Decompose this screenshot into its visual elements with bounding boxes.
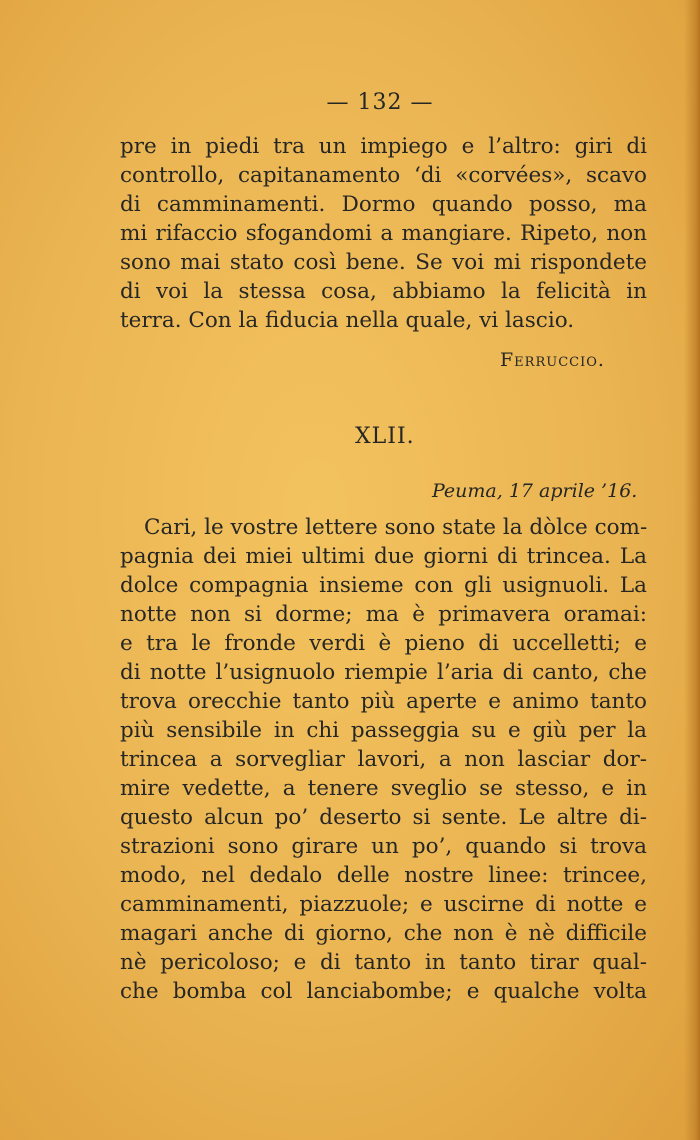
text-line: più sensibile in chi passeggia su e giù per la [120,718,647,743]
text-line: mire vedette, a tenere sveglio se stesso, e in [120,776,647,801]
page-number: — 132 — [326,90,434,115]
text-line: trincea a sorvegliar lavori, a non lasciar dor- [120,747,647,772]
text-line: questo alcun po’ deserto si sente. Le altre di- [120,805,647,830]
text-line: terra. Con la fiducia nella quale, vi lascio. [120,308,575,333]
text-line: magari anche di giorno, che non è nè difficile [120,921,647,946]
text-line: pagnia dei miei ultimi due giorni di trincea. La [120,544,647,569]
text-line: di camminamenti. Dormo quando posso, ma [120,192,647,217]
paragraph-continued [120,132,647,335]
signature: Ferruccio. [500,349,605,371]
text-line: e tra le fronde verdi è pieno di uccelletti; e [120,631,647,656]
letter-body [120,513,647,1006]
text-line: camminamenti, piazzuole; e uscirne di notte e [120,892,647,917]
text-line: sono mai stato così bene. Se voi mi rispondete [120,250,647,275]
text-line: controllo, capitanamento ‘di «corvées», scavo [120,163,647,188]
text-line: notte non si dorme; ma è primavera oramai: [120,602,647,627]
text-line: che bomba col lanciabombe; e qualche volta [120,979,647,1004]
text-line: di voi la stessa cosa, abbiamo la felicità in [120,279,647,304]
text-line: strazioni sono girare un po’, quando si trova [120,834,647,859]
text-line: modo, nel dedalo delle nostre linee: trincee, [120,863,647,888]
text-line: mi rifaccio sfogandomi a mangiare. Ripeto, non [120,221,647,246]
text-line: trova orecchie tanto più aperte e animo tanto [120,689,647,714]
text-line: pre in piedi tra un impiego e l’altro: giri di [120,134,647,159]
text-line: nè pericoloso; e di tanto in tanto tirar qual- [120,950,647,975]
page-edge [684,0,700,1140]
chapter-heading: XLII. [355,424,415,449]
text-line: dolce compagnia insieme con gli usignuoli. La [120,573,647,598]
text-line: Cari, le vostre lettere sono state la dòlce com- [144,515,648,540]
text-line: di notte l’usignuolo riempie l’aria di canto, che [120,660,647,685]
dateline: Peuma, 17 aprile ’16. [432,480,638,502]
